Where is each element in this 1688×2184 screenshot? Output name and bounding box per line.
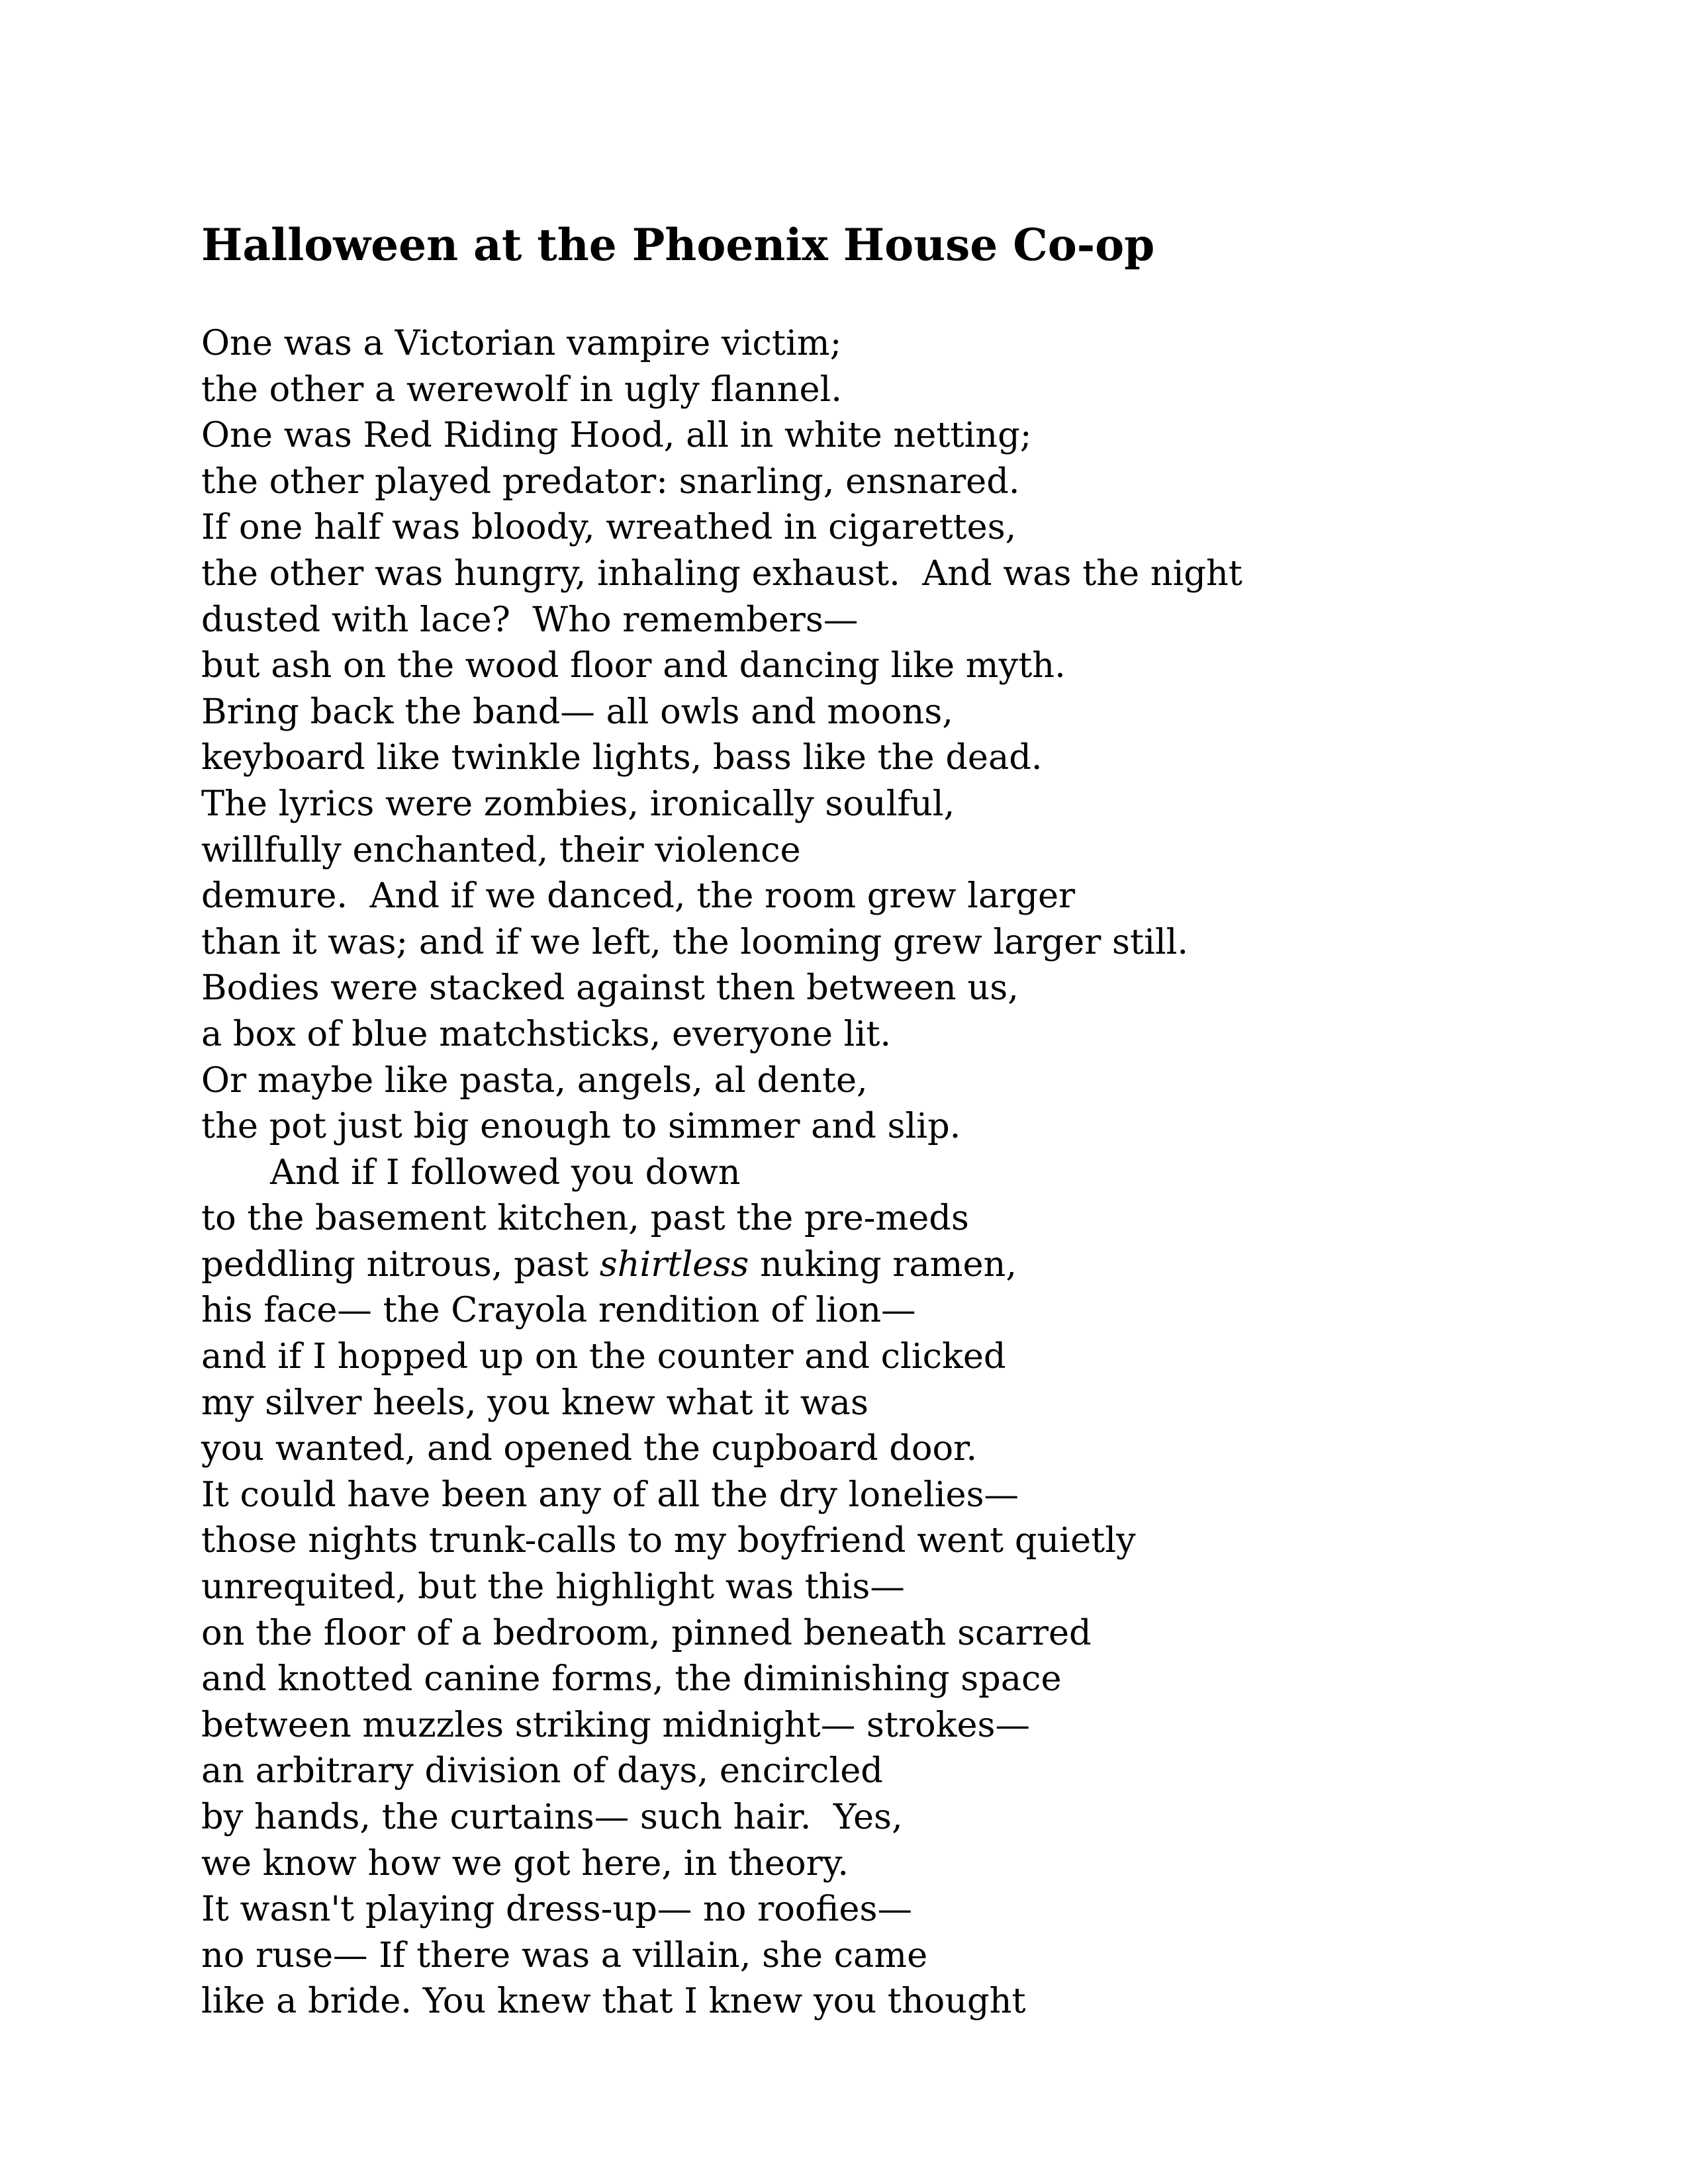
poem-line: the other a werewolf in ugly flannel. xyxy=(201,369,842,410)
poem-line: and knotted canine forms, the diminishing space xyxy=(201,1659,1062,1700)
poem-line: than it was; and if we left, the looming grew larger still. xyxy=(201,921,1189,962)
poem-line: like a bride. You knew that I knew you thought xyxy=(201,1981,1026,2022)
poem-line: unrequited, but the highlight was this— xyxy=(201,1567,905,1608)
poem-line xyxy=(201,1242,1525,1288)
poem-line: keyboard like twinkle lights, bass like the dead. xyxy=(201,737,1043,778)
poem-title: Halloween at the Phoenix House Co-op xyxy=(201,219,1155,271)
poem-line: One was Red Riding Hood, all in white netting; xyxy=(201,415,1032,456)
poem-line: the other played predator: snarling, ensnared. xyxy=(201,461,1020,502)
poem-line: The lyrics were zombies, ironically soulful, xyxy=(201,783,955,824)
poem-body xyxy=(201,320,1525,2025)
poem-line: It could have been any of all the dry lonelies— xyxy=(201,1474,1019,1515)
poem-line-part: nuking ramen, xyxy=(749,1244,1017,1285)
poem-line: willfully enchanted, their violence xyxy=(201,829,801,870)
poem-line: dusted with lace? Who remembers— xyxy=(201,599,859,640)
poem-line: on the floor of a bedroom, pinned beneath scarred xyxy=(201,1612,1092,1653)
poem-line: his face— the Crayola rendition of lion— xyxy=(201,1290,916,1331)
poem-line: the other was hungry, inhaling exhaust. And was the night xyxy=(201,553,1243,594)
poem-line-italic-word: shirtless xyxy=(599,1244,749,1285)
poem-line: and if I hopped up on the counter and clicked xyxy=(201,1336,1006,1377)
poem-line: Or maybe like pasta, angels, al dente, xyxy=(201,1060,868,1101)
poem-line: by hands, the curtains— such hair. Yes, xyxy=(201,1797,903,1837)
poem-line: those nights trunk-calls to my boyfriend went quietly xyxy=(201,1520,1136,1561)
poem-line: Bring back the band— all owls and moons, xyxy=(201,691,953,732)
poem-line: you wanted, and opened the cupboard door. xyxy=(201,1428,978,1469)
poem-line: between muzzles striking midnight— strokes— xyxy=(201,1704,1030,1745)
poem-line: It wasn't playing dress-up— no roofies— xyxy=(201,1889,912,1930)
poem-line: One was a Victorian vampire victim; xyxy=(201,323,842,363)
poem-line-part: peddling nitrous, past xyxy=(201,1244,600,1285)
poem-line: Bodies were stacked against then between us, xyxy=(201,968,1019,1009)
poem-line: to the basement kitchen, past the pre-meds xyxy=(201,1198,969,1239)
poem-line: we know how we got here, in theory. xyxy=(201,1843,849,1884)
poem-line: an arbitrary division of days, encircled xyxy=(201,1751,883,1792)
poem-line: no ruse— If there was a villain, she came xyxy=(201,1934,928,1976)
poem-line: but ash on the wood floor and dancing like myth. xyxy=(201,645,1066,686)
poem-line: a box of blue matchsticks, everyone lit. xyxy=(201,1013,892,1054)
poem-line-indented: And if I followed you down xyxy=(270,1152,741,1193)
poem-line: If one half was bloody, wreathed in cigarettes, xyxy=(201,507,1017,548)
poem-line: my silver heels, you knew what it was xyxy=(201,1382,868,1423)
poem-line: demure. And if we danced, the room grew larger xyxy=(201,876,1076,917)
poem-line: the pot just big enough to simmer and slip. xyxy=(201,1106,961,1147)
